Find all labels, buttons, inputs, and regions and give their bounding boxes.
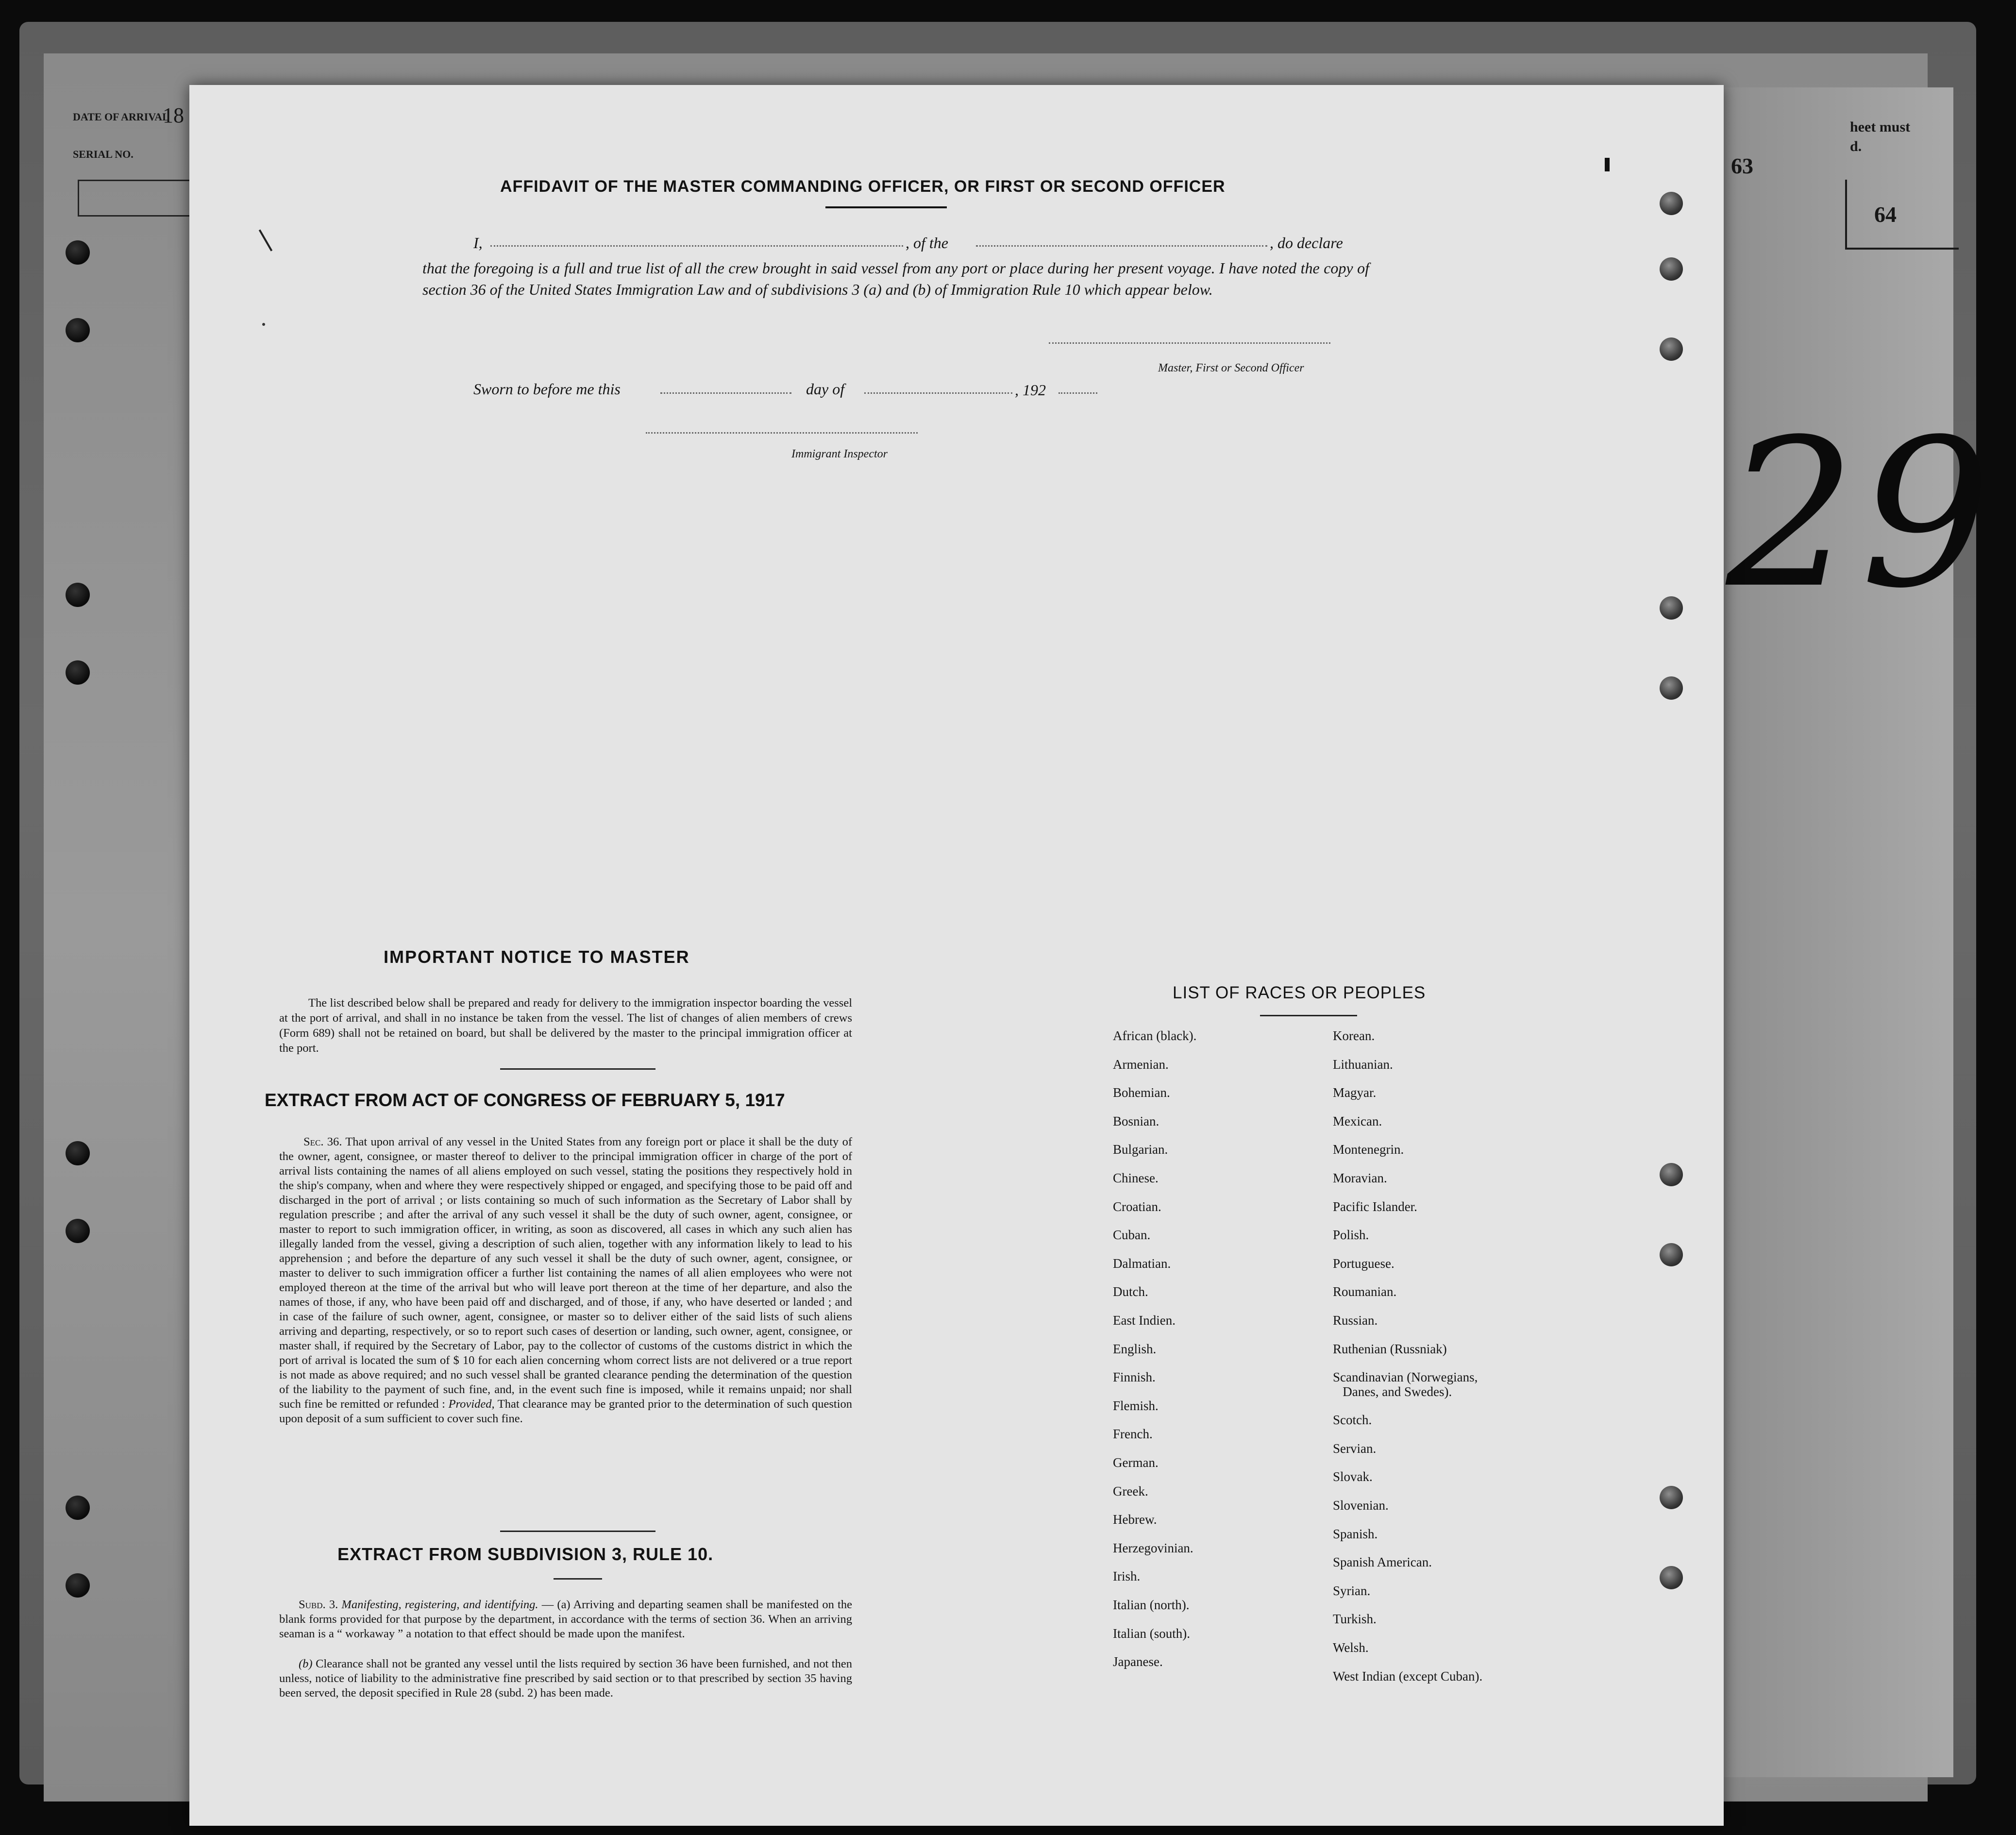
punch-hole (66, 318, 90, 342)
vessel-blank (976, 245, 1267, 247)
race-item: Servian. (1333, 1441, 1377, 1456)
extract-rule-para-a (279, 1598, 852, 1641)
affidavit-of-the: , of the (906, 234, 948, 252)
left-header-box (78, 180, 196, 217)
race-item: Ruthenian (Russniak) (1333, 1341, 1447, 1356)
race-item: Bulgarian. (1113, 1142, 1168, 1157)
race-item: Turkish. (1333, 1612, 1377, 1627)
subd-label: Subd. 3. (299, 1598, 338, 1611)
para-b-text: Clearance shall not be granted any vessel until the lists required by section 36 have been furnished, and not then unless, notice of liability to the administrative fine prescribed by said section or to that prescribed by section 35 having been served, the deposit specified in Rule 28 (subd. 2) has been made. (279, 1657, 852, 1700)
month-blank (864, 392, 1012, 394)
race-item: Scandinavian (Norwegians, Danes, and Swedes). (1333, 1370, 1478, 1399)
right-header-box (1845, 180, 1959, 250)
page-number-64: 64 (1874, 202, 1897, 227)
race-item: Slovenian. (1333, 1498, 1389, 1513)
race-item: Lithuanian. (1333, 1057, 1393, 1072)
act-rule (500, 1531, 655, 1532)
race-item: Italian (north). (1113, 1598, 1190, 1612)
year-text: , 192 (1015, 381, 1046, 399)
punch-hole (1660, 676, 1683, 700)
left-header-num: 18 (163, 103, 184, 127)
race-item: Slovak. (1333, 1469, 1373, 1484)
punch-hole (66, 583, 90, 607)
race-item: English. (1113, 1341, 1157, 1356)
race-item: Montenegrin. (1333, 1142, 1404, 1157)
race-item: Dalmatian. (1113, 1256, 1171, 1271)
race-item: Welsh. (1333, 1640, 1369, 1655)
punch-hole (66, 240, 90, 265)
provided-word: Provided, (448, 1397, 495, 1411)
race-item: Russian. (1333, 1313, 1378, 1328)
race-item: Chinese. (1113, 1171, 1159, 1185)
page-number-63: 63 (1731, 153, 1753, 178)
punch-hole (66, 1496, 90, 1520)
race-item: Mexican. (1333, 1113, 1382, 1128)
race-item: Moravian. (1333, 1171, 1387, 1185)
title-rule (825, 206, 947, 208)
race-item: African (black). (1113, 1028, 1197, 1043)
race-item: Roumanian. (1333, 1284, 1397, 1299)
race-item: Croatian. (1113, 1199, 1161, 1214)
master-signature-line (1049, 342, 1330, 344)
punch-hole (1660, 192, 1683, 215)
affidavit-title: AFFIDAVIT OF THE MASTER COMMANDING OFFICER, OR FIRST OR SECOND OFFICER (500, 177, 1226, 196)
race-item: Italian (south). (1113, 1626, 1190, 1641)
sworn-day-blank (660, 392, 791, 394)
punch-hole (1660, 257, 1683, 281)
race-item: Spanish American. (1333, 1555, 1432, 1570)
race-item: French. (1113, 1427, 1153, 1442)
para-a-label: — (a) (541, 1598, 571, 1611)
extract-act-text: That upon arrival of any vessel in the United States from any foreign port or place it shall be the duty of the owner, agent, consignee, or master thereof to deliver to the principal immigration officer in charge of the port of arrival lists containing the names of all aliens employed on such vessel, stating the positions they respectively hold in the ship's company, when and where they were respectively shipped or engaged, and specifying those to be paid off and discharged in the port of arrival ; or lists containing so much of such information as the Secretary of Labor shall by regulation prescribe ; and after the arrival of any such vessel it shall be the duty of such owner, agent, consignee, or master to report to such immigration officer, in writing, as soon as discovered, all cases in which any such alien has illegally landed from the vessel, giving a description of such alien, together with any information likely to lead to his apprehension ; and before the departure of any such vessel it shall be the duty of such owner, agent, consignee, or master to deliver to such immigration officer a further list containing the names of all alien employees who were not employed thereon at the time of the arrival but who will leave port thereon at the time of her departure, and also the names of those, if any, who have been paid off and discharged, and of those, if any, who have deserted or landed ; and in case of the failure of such owner, agent, consignee, or master so to deliver either of the said lists of such aliens arriving and departing, respectively, or so to report such cases of desertion or landing, such owner, agent, consignee, or master shall, if required by the Secretary of Labor, pay to the collector of customs of the customs district in which the port of arrival is located the sum of $ 10 for each alien concerning whom correct lists are not delivered or a true report is not made as above required; and no such vessel shall be granted clearance pending the determination of the question of the liability to the payment of such fine, and, in the event such fine is imposed, while it remains unpaid; nor shall such fine be remitted or refunded : (279, 1135, 853, 1411)
race-item: Pacific Islander. (1333, 1199, 1417, 1214)
race-item: Flemish. (1113, 1398, 1159, 1413)
race-item: Finnish. (1113, 1370, 1156, 1385)
right-header-text: heet must (1850, 119, 1911, 135)
race-item: Magyar. (1333, 1085, 1377, 1100)
punch-hole (66, 660, 90, 685)
background-sheet-right (1719, 87, 1953, 1777)
affidavit-declare: , do declare (1270, 234, 1343, 252)
punch-hole (66, 1219, 90, 1243)
race-item: Spanish. (1333, 1526, 1378, 1541)
master-label: Master, First or Second Officer (1158, 362, 1304, 374)
race-item: Korean. (1333, 1028, 1375, 1043)
year-blank (1058, 392, 1097, 394)
extract-act-title: EXTRACT FROM ACT OF CONGRESS OF FEBRUARY 5, 1917 (265, 1090, 785, 1110)
extract-act-text-end: That clearance may be granted prior to the determination of such question upon deposit of a sum sufficient to cover such fine. (279, 1397, 853, 1425)
race-item: West Indian (except Cuban). (1333, 1668, 1483, 1683)
race-item: Armenian. (1113, 1057, 1169, 1072)
punch-hole (1660, 1566, 1683, 1589)
affidavit-i: I, (473, 234, 483, 252)
punch-hole (1660, 1243, 1683, 1266)
punch-hole (1660, 337, 1683, 361)
inspector-label: Immigrant Inspector (791, 448, 888, 460)
race-item: Bohemian. (1113, 1085, 1170, 1100)
sec-label: Sec. 36. (303, 1135, 342, 1148)
extract-rule-para-b (279, 1657, 852, 1700)
punch-hole (1660, 596, 1683, 620)
extract-act-body (279, 1135, 852, 1426)
race-item: German. (1113, 1455, 1159, 1470)
notice-rule (500, 1068, 655, 1070)
punch-hole (1660, 1486, 1683, 1509)
notice-title: IMPORTANT NOTICE TO MASTER (384, 947, 690, 967)
race-item: Scotch. (1333, 1413, 1372, 1428)
race-item: Herzegovinian. (1113, 1540, 1193, 1555)
races-title: LIST OF RACES OR PEOPLES (1173, 983, 1426, 1002)
left-header-line1: DATE OF ARRIVAL (73, 111, 169, 123)
name-blank (490, 245, 903, 247)
ink-dot (262, 323, 265, 326)
handwritten-number: 29 (1726, 396, 1996, 633)
right-header-text2: d. (1850, 138, 1862, 154)
race-item: Irish. (1113, 1569, 1141, 1584)
race-item: Polish. (1333, 1228, 1369, 1243)
race-item: Dutch. (1113, 1284, 1148, 1299)
ink-mark (1605, 158, 1610, 171)
rule-rule (554, 1578, 602, 1580)
inspector-signature-line (646, 432, 918, 434)
extract-rule-title: EXTRACT FROM SUBDIVISION 3, RULE 10. (337, 1544, 714, 1564)
para-b-label: (b) (299, 1657, 313, 1670)
para-a-text: Arriving and departing seamen shall be manifested on the blank forms provided for that purpose by the department, in accordance with the terms of section 36. When an arriving seaman is a “ workaway ” a notation to that effect should be made upon the manifest. (279, 1598, 852, 1640)
sworn-text: Sworn to before me this (473, 380, 621, 398)
race-item: Bosnian. (1113, 1113, 1159, 1128)
race-item: East Indien. (1113, 1313, 1176, 1328)
race-item: Greek. (1113, 1483, 1148, 1498)
punch-hole (1660, 1163, 1683, 1186)
races-rule (1260, 1015, 1357, 1016)
punch-hole (66, 1141, 90, 1165)
race-item: Japanese. (1113, 1654, 1163, 1669)
punch-hole (66, 1573, 90, 1598)
affidavit-body: that the foregoing is a full and true list of all the crew brought in said vessel from any port or place during her present voyage. I have noted the copy of section 36 of the United States Immigration Law and of subdivisions 3 (a) and (b) of Immigration Rule 10 which appear below. (422, 259, 1369, 298)
notice-body: The list described below shall be prepared and ready for delivery to the immigration inspector boarding the vessel at the port of arrival, and shall in no instance be taken from the vessel. The list of changes of alien members of crews (Form 689) shall not be retained on board, but shall be delivered by the master to the principal immigration officer at the port. (279, 996, 852, 1055)
race-item: Portuguese. (1333, 1256, 1394, 1271)
subd-heading: Manifesting, registering, and identifying. (341, 1598, 538, 1611)
race-item: Hebrew. (1113, 1512, 1157, 1527)
day-of-text: day of (806, 380, 845, 398)
race-item: Syrian. (1333, 1583, 1371, 1598)
left-header-line2: SERIAL NO. (73, 148, 134, 160)
race-item: Cuban. (1113, 1228, 1151, 1243)
